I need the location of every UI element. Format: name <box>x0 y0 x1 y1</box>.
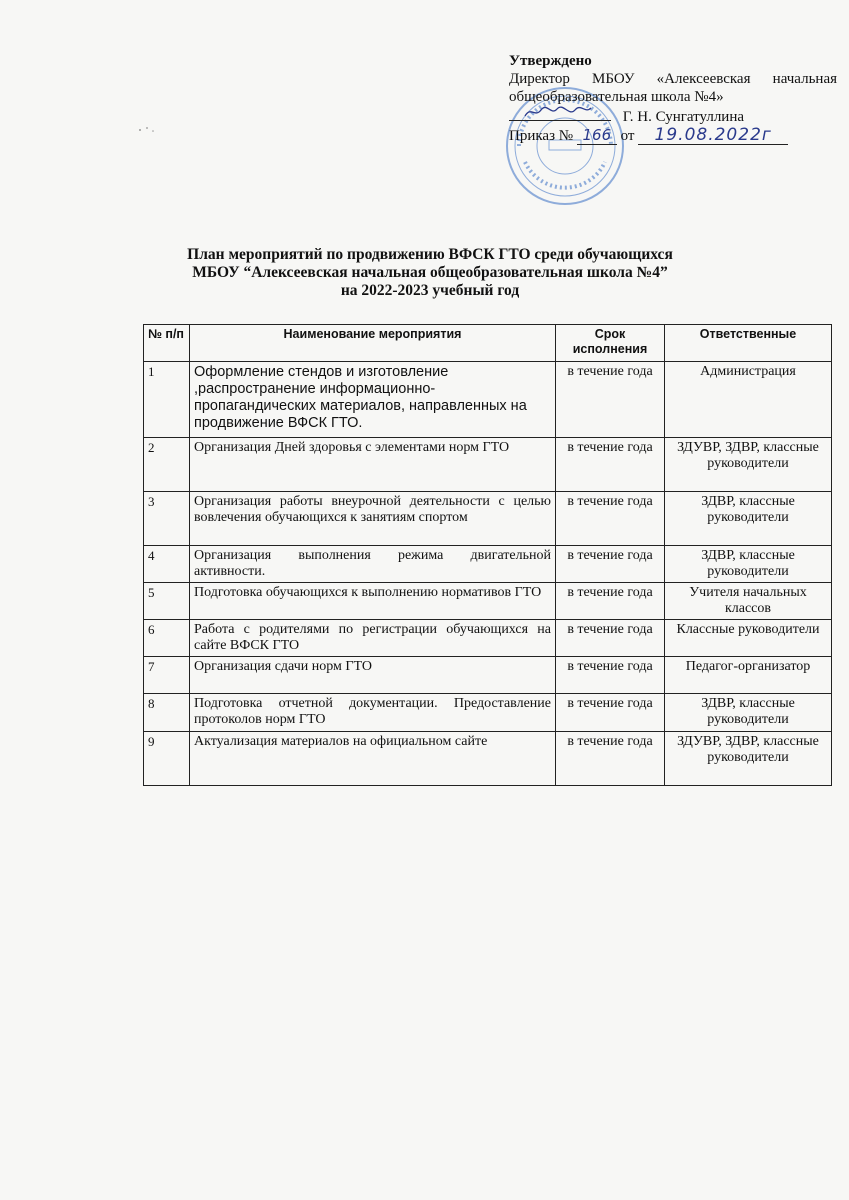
row-responsible: Классные руководители <box>665 620 832 657</box>
events-table <box>143 324 832 786</box>
row-name: Организация работы внеурочной деятельности с целью вовлечения обучающихся к занятиям спортом <box>190 492 556 546</box>
row-name: Подготовка отчетной документации. Предоставление протоколов норм ГТО <box>190 694 556 732</box>
row-deadline: в течение года <box>556 492 665 546</box>
table-row <box>144 657 832 694</box>
title-line-1: План мероприятий по продвижению ВФСК ГТО среди обучающихся <box>187 246 673 263</box>
row-num: 8 <box>144 694 190 732</box>
table-row <box>144 362 832 438</box>
row-name: Работа с родителями по регистрации обучающихся на сайте ВФСК ГТО <box>190 620 556 657</box>
row-num: 4 <box>144 546 190 583</box>
table-row <box>144 492 832 546</box>
row-responsible: Учителя начальных классов <box>665 583 832 620</box>
table-row <box>144 732 832 786</box>
row-responsible: ЗДВР, классные руководители <box>665 492 832 546</box>
table-header-row <box>144 325 832 362</box>
order-date: 19.08.2022г <box>638 126 788 145</box>
table-row <box>144 694 832 732</box>
row-responsible: Администрация <box>665 362 832 438</box>
row-deadline: в течение года <box>556 583 665 620</box>
row-responsible: ЗДУВР, ЗДВР, классные руководители <box>665 438 832 492</box>
row-responsible: ЗДВР, классные руководители <box>665 694 832 732</box>
row-deadline: в течение года <box>556 362 665 438</box>
row-deadline: в течение года <box>556 657 665 694</box>
table-row <box>144 620 832 657</box>
row-name: Организация сдачи норм ГТО <box>190 657 556 694</box>
row-num: 9 <box>144 732 190 786</box>
row-name: Подготовка обучающихся к выполнению нормативов ГТО <box>190 583 556 620</box>
header-deadline: Срок исполнения <box>556 325 665 362</box>
header-num: № п/п <box>144 325 190 362</box>
row-deadline: в течение года <box>556 620 665 657</box>
row-responsible: ЗДВР, классные руководители <box>665 546 832 583</box>
director-line-1: Директор МБОУ «Алексеевская начальная <box>509 71 837 87</box>
handwritten-signature <box>523 104 593 120</box>
title-line-2: МБОУ “Алексеевская начальная общеобразовательная школа №4” <box>192 264 668 281</box>
scan-smudge <box>136 124 158 134</box>
row-responsible: Педагог-организатор <box>665 657 832 694</box>
order-prefix: Приказ № <box>509 128 574 144</box>
row-deadline: в течение года <box>556 438 665 492</box>
order-date-label: от <box>620 128 635 144</box>
approval-block <box>509 52 837 145</box>
order-line <box>509 126 837 145</box>
row-deadline: в течение года <box>556 546 665 583</box>
signatory-name: Г. Н. Сунгатуллина <box>622 109 745 125</box>
row-num: 2 <box>144 438 190 492</box>
row-num: 5 <box>144 583 190 620</box>
row-deadline: в течение года <box>556 732 665 786</box>
row-deadline: в течение года <box>556 694 665 732</box>
row-num: 3 <box>144 492 190 546</box>
row-name: Организация выполнения режима двигательной активности. <box>190 546 556 583</box>
row-num: 7 <box>144 657 190 694</box>
header-name: Наименование мероприятия <box>190 325 556 362</box>
table-row <box>144 438 832 492</box>
table-row <box>144 546 832 583</box>
row-num: 1 <box>144 362 190 438</box>
row-responsible: ЗДУВР, ЗДВР, классные руководители <box>665 732 832 786</box>
order-number: 166 <box>577 126 617 145</box>
plan-title <box>150 246 710 300</box>
table-row <box>144 583 832 620</box>
row-num: 6 <box>144 620 190 657</box>
row-name: Организация Дней здоровья с элементами норм ГТО <box>190 438 556 492</box>
approval-heading: Утверждено <box>509 53 592 69</box>
title-line-3: на 2022-2023 учебный год <box>340 282 520 299</box>
signature-line <box>509 106 837 126</box>
signature-field <box>509 106 611 121</box>
header-responsible: Ответственные <box>665 325 832 362</box>
row-name: Оформление стендов и изготовление ,распространение информационно-пропагандических материалов, направленных на продвижение ВФСК ГТО. <box>190 362 556 438</box>
row-name: Актуализация материалов на официальном сайте <box>190 732 556 786</box>
director-line-2: общеобразовательная школа №4» <box>509 89 724 105</box>
